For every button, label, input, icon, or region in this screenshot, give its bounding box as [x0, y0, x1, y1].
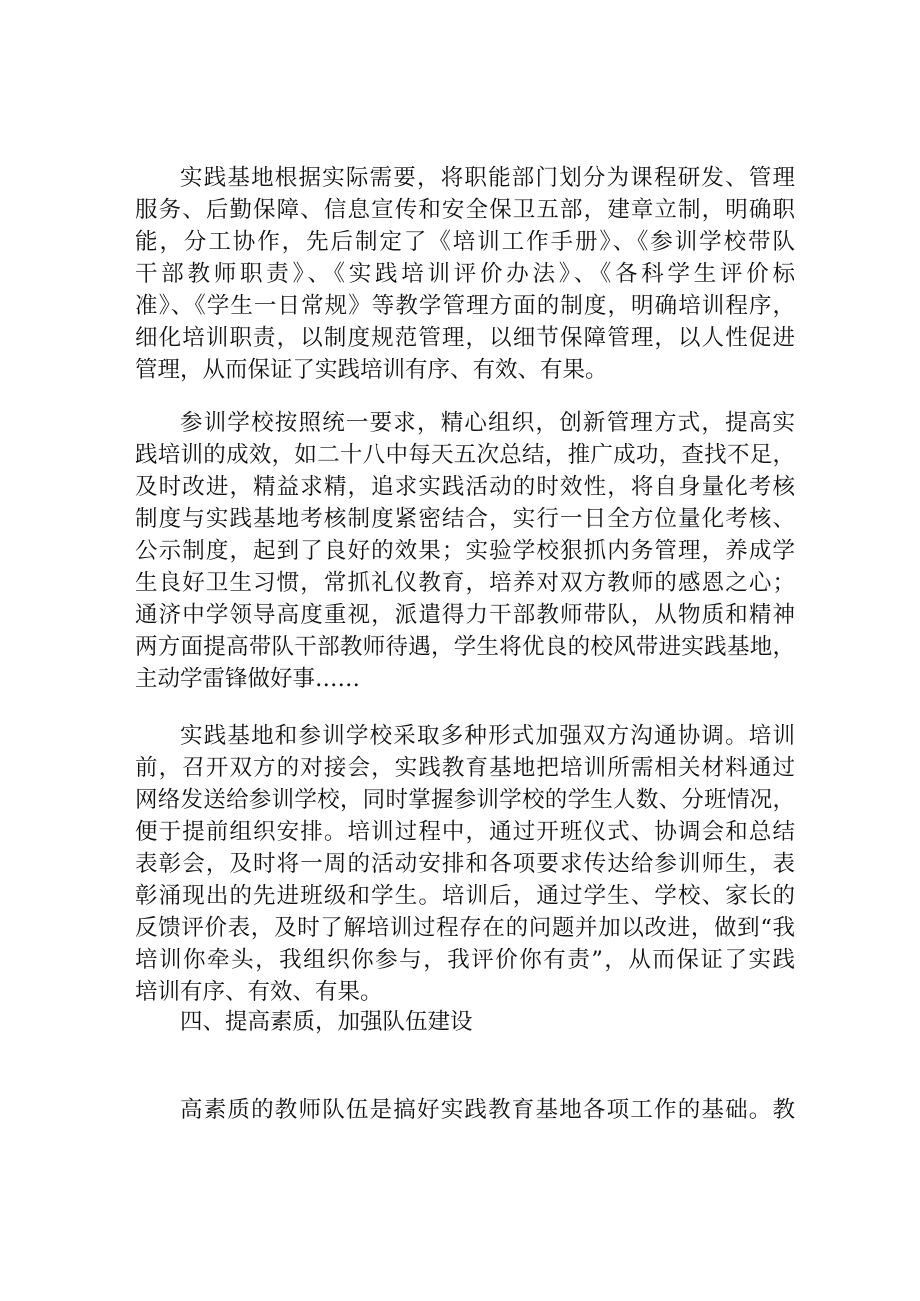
- paragraph-teacher-team: [135, 1094, 795, 1126]
- paragraph-management-system: [135, 162, 795, 386]
- text-line: 生良好卫生习惯，常抓礼仪教育，培养对双方教师的感恩之心；: [135, 570, 795, 596]
- text-line: 便于提前组织安排。培训过程中，通过开班仪式、协调会和总结: [135, 819, 795, 845]
- text-line: 实践基地根据实际需要，将职能部门划分为课程研发、管理: [180, 165, 795, 191]
- text-line: 彰涌现出的先进班级和学生。培训后，通过学生、学校、家长的: [135, 883, 795, 909]
- text-line: 培训你牵头，我组织你参与，我评价你有责”，从而保证了实践: [135, 947, 795, 973]
- text-line: 公示制度，起到了良好的效果；实验学校狠抓内务管理，养成学: [135, 538, 795, 564]
- text-line: 两方面提高带队干部教师待遇，学生将优良的校风带进实践基地，: [135, 634, 795, 660]
- text-line: 践培训的成效，如二十八中每天五次总结，推广成功，查找不足，: [135, 442, 795, 468]
- text-line: 网络发送给参训学校，同时掌握参训学校的学生人数、分班情况，: [135, 787, 795, 813]
- text-line: 实践基地和参训学校采取多种形式加强双方沟通协调。培训: [180, 723, 795, 749]
- section-heading-text: 四、提高素质，加强队伍建设: [180, 1009, 473, 1035]
- text-line: 反馈评价表，及时了解培训过程存在的问题并加以改进，做到“我: [135, 915, 795, 941]
- section-heading: [135, 1006, 795, 1038]
- text-line: 细化培训职责，以制度规范管理，以细节保障管理，以人性促进: [135, 325, 795, 351]
- text-line: 准》、《学生一日常规》等教学管理方面的制度，明确培训程序，: [135, 293, 795, 319]
- paragraph-participating-schools: [135, 407, 795, 695]
- text-line: 高素质的教师队伍是搞好实践教育基地各项工作的基础。教: [180, 1097, 795, 1123]
- text-line: 通济中学领导高度重视，派遣得力干部教师带队，从物质和精神: [135, 602, 795, 628]
- text-line: 主动学雷锋做好事……: [135, 666, 361, 692]
- text-line: 参训学校按照统一要求，精心组织，创新管理方式，提高实: [180, 410, 795, 436]
- text-line: 制度与实践基地考核制度紧密结合，实行一日全方位量化考核、: [135, 506, 795, 532]
- text-line: 服务、后勤保障、信息宣传和安全保卫五部，建章立制，明确职: [135, 197, 795, 223]
- text-line: 管理，从而保证了实践培训有序、有效、有果。: [135, 357, 608, 383]
- text-line: 培训有序、有效、有果。: [135, 979, 383, 1005]
- text-line: 前，召开双方的对接会，实践教育基地把培训所需相关材料通过: [135, 755, 795, 781]
- text-line: 表彰会，及时将一周的活动安排和各项要求传达给参训师生，表: [135, 851, 795, 877]
- text-line: 干部教师职责》、《实践培训评价办法》、《各科学生评价标: [135, 261, 795, 287]
- paragraph-communication: [135, 720, 795, 1008]
- text-line: 及时改进，精益求精，追求实践活动的时效性，将自身量化考核: [135, 474, 795, 500]
- text-line: 能，分工协作，先后制定了《培训工作手册》、《参训学校带队: [135, 229, 795, 255]
